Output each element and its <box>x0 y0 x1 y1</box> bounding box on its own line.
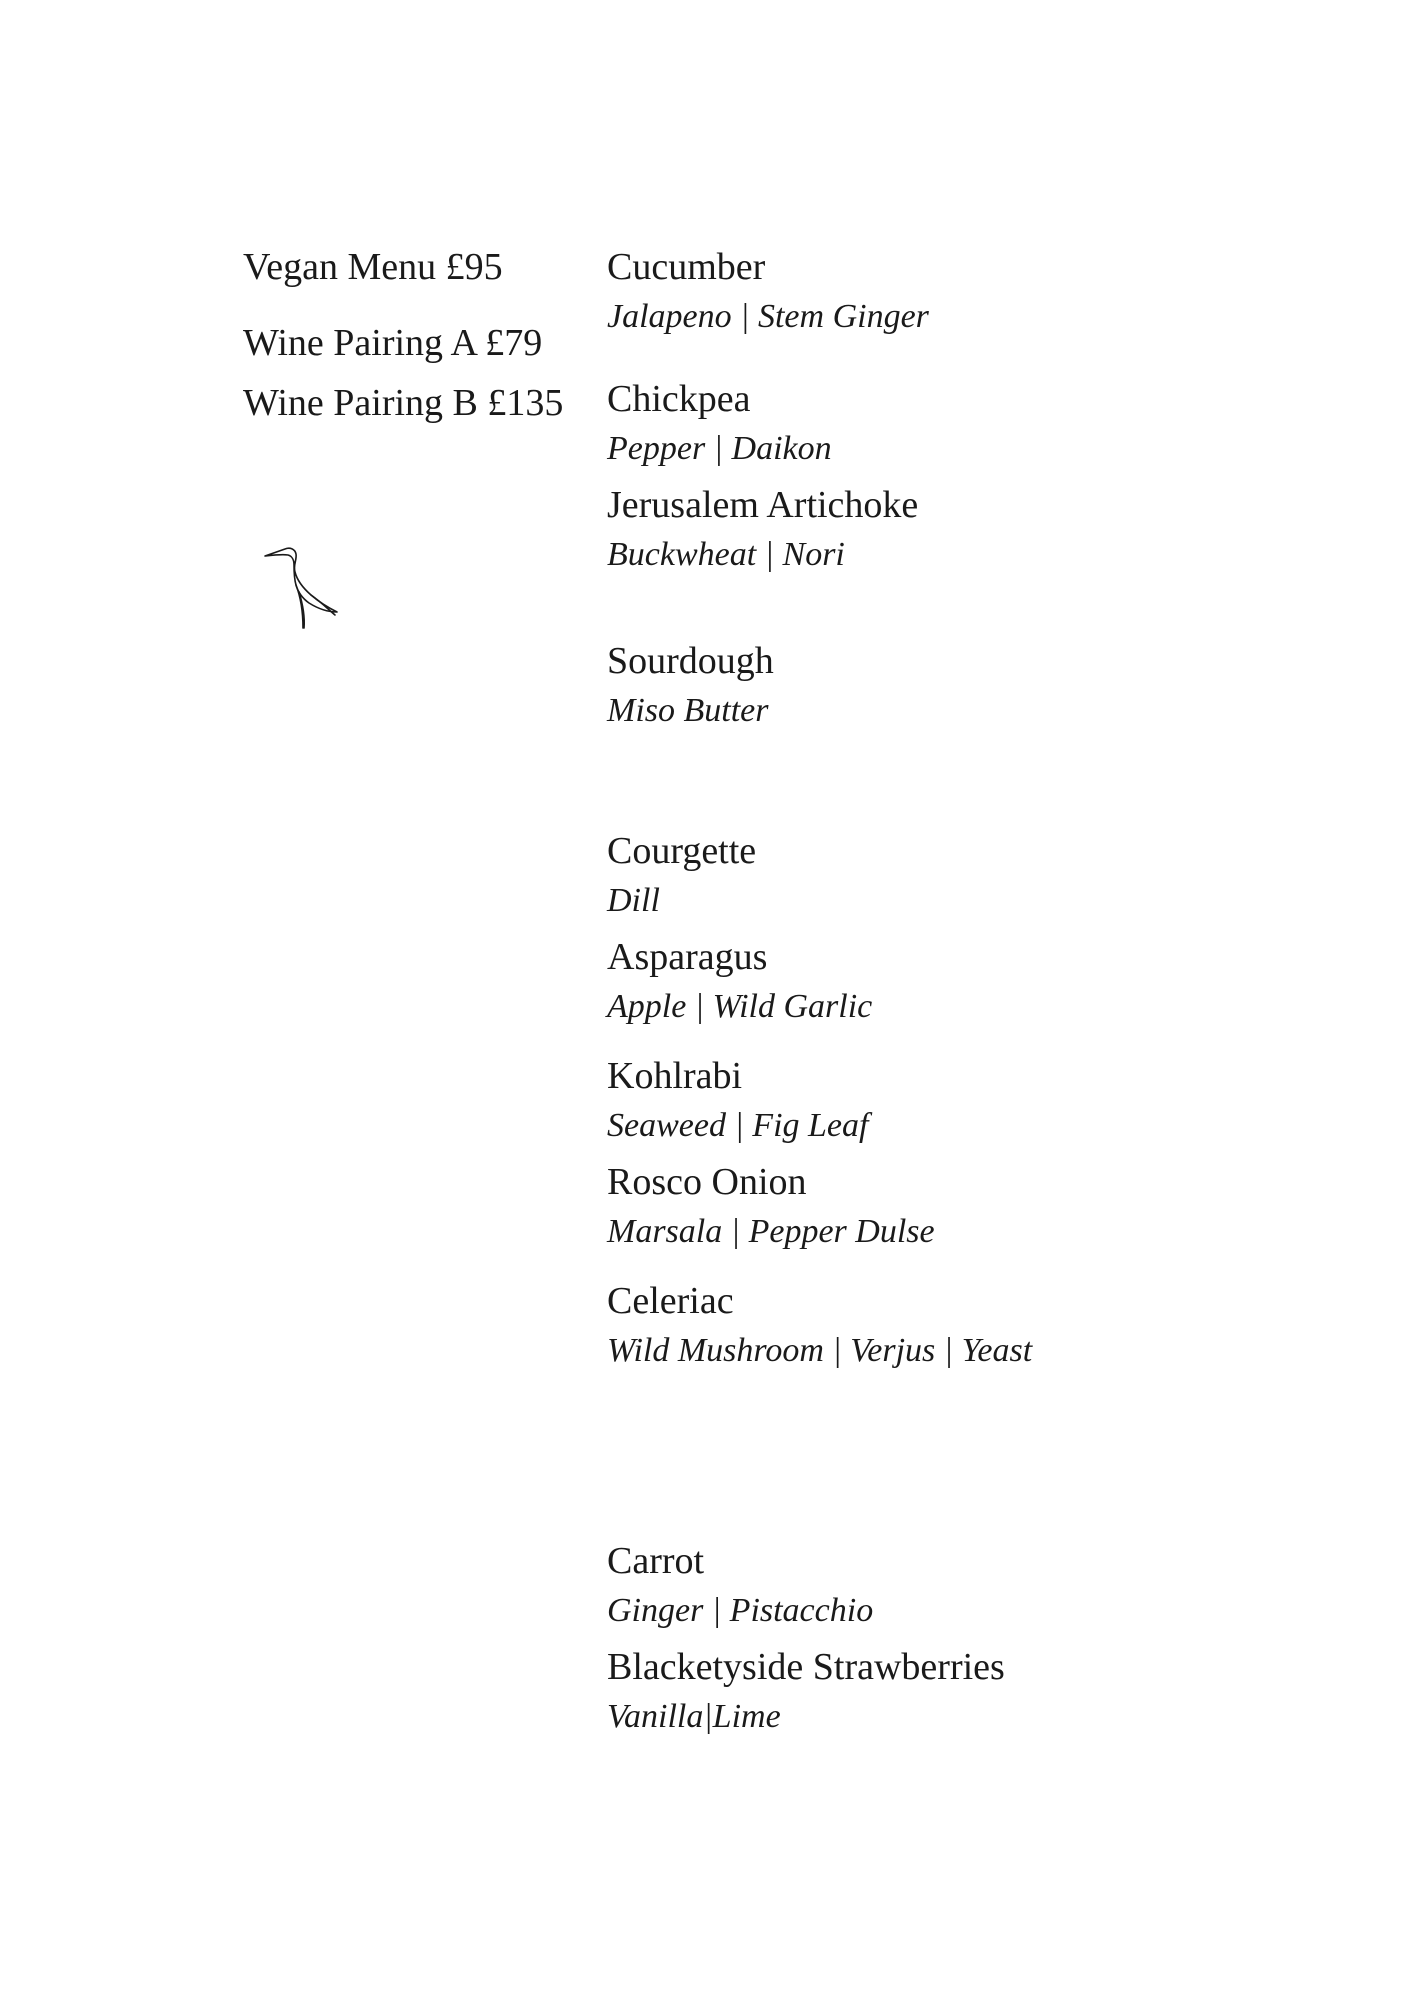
dish-carrot <box>607 1539 873 1631</box>
dish-notes: Jalapeno | Stem Ginger <box>607 298 929 335</box>
dish-notes: Seaweed | Fig Leaf <box>607 1107 869 1144</box>
dish-name: Chickpea <box>607 378 751 420</box>
dish-notes: Buckwheat | Nori <box>607 536 845 573</box>
dish-notes: Vanilla|Lime <box>607 1698 781 1735</box>
dish-jerusalem-artichoke <box>607 483 918 575</box>
dish-cucumber <box>607 245 929 337</box>
dish-courgette <box>607 829 756 921</box>
dish-notes: Pepper | Daikon <box>607 430 832 467</box>
dish-notes: Apple | Wild Garlic <box>607 988 873 1025</box>
dish-sourdough <box>607 639 774 731</box>
dish-notes: Wild Mushroom | Verjus | Yeast <box>607 1332 1033 1369</box>
dish-name: Cucumber <box>607 246 766 288</box>
heron-icon <box>263 538 343 630</box>
dish-name: Jerusalem Artichoke <box>607 484 919 526</box>
dish-notes: Marsala | Pepper Dulse <box>607 1213 935 1250</box>
dish-chickpea <box>607 377 832 469</box>
dish-name: Sourdough <box>607 640 774 682</box>
vegan-menu-price: Vegan Menu £95 <box>243 246 503 288</box>
dish-celeriac <box>607 1279 1032 1371</box>
wine-pairing-b: Wine Pairing B £135 <box>243 382 564 424</box>
dish-kohlrabi <box>607 1054 868 1146</box>
dish-name: Kohlrabi <box>607 1055 743 1097</box>
dish-notes: Miso Butter <box>607 692 769 729</box>
dish-name: Carrot <box>607 1540 705 1582</box>
dish-name: Courgette <box>607 830 757 872</box>
dish-name: Blacketyside Strawberries <box>607 1646 1005 1688</box>
dish-name: Rosco Onion <box>607 1161 807 1203</box>
dish-notes: Dill <box>607 882 660 919</box>
dish-name: Asparagus <box>607 936 768 978</box>
dish-asparagus <box>607 935 872 1027</box>
dish-rosco-onion <box>607 1160 935 1252</box>
dish-name: Celeriac <box>607 1280 734 1322</box>
dish-notes: Ginger | Pistacchio <box>607 1592 874 1629</box>
dish-blacketyside-strawberries <box>607 1645 1005 1737</box>
wine-pairing-a: Wine Pairing A £79 <box>243 322 543 364</box>
